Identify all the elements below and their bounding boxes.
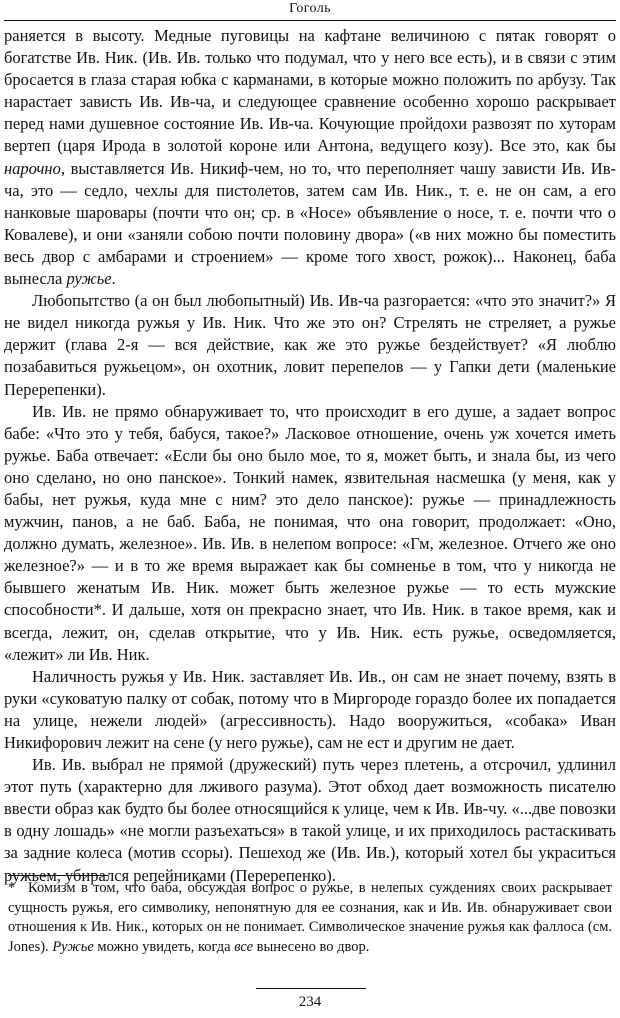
text-run: Любопытство (а он был любопытный) Ив. Ив-ча разгорается: «что это значит?» Я не видел никогда ружья у Ив. Ник. Что же это он? Стрелять не стреляет, а ружье держит (глава 2-я — вся действие, как же это ружье бездействует? «Я люблю позабавиться ружьецом», он охотник, ловит перепелов — у Гапки дети (маленькие Перерепенки).	[4, 291, 616, 399]
text-run: Наличность ружья у Ив. Ник. заставляет Ив. Ив., он сам не знает почему, взять в руки «суковатую палку от собак, потому что в Миргороде гораздо более их попадается на улице, нежели людей» (агрессивность). Надо вооружиться, «собака» Иван Никифорович лежит на сене (у него ружье), сам не ест и другим не дает.	[4, 666, 616, 752]
running-head: Гоголь	[289, 1, 331, 16]
text-run: Ив. Ив. выбрал не прямой (дружеский) путь через плетень, а отсрочил, удлинил этот путь (характерно для лживого разума). Этот обход дает возможность писателю ввести образ как будто бы более относящийся к улице, чем к Ив. Ив-чу. «...две повозки в одну лошадь» «не могли разъехаться» в такой улице, и их приходилось растаскивать за задние колеса (мотив ссоры). Пешеход же (Ив. Ив.), который хотел бы украситься ружьем, убирался репейниками (Перерепенко).	[4, 755, 616, 885]
paragraph-1	[4, 25, 616, 290]
text-run: вынесено во двор.	[253, 938, 370, 955]
text-run: можно увидеть, когда	[93, 938, 235, 955]
footnote-mark: *	[8, 880, 16, 896]
text-run: раняется в высоту. Медные пуговицы на кафтане величиною с пятак говорят о богатстве Ив. Ник. (Ив. Ив. только что подумал, что у него все есть), и в связи с этим бросается в глаза старая юбка с карманами, в которые можно положить по арбузу. Так нарастает зависть Ив. Ив-ча, и следующее сравнение особенно хорошо раскрывает перед нами душевное состояние Ив. Ив-ча. Кочующие пройдохи развозят по хуторам вертеп (царя Ирода в золотой короне или Антона, ведущего козу). Все это, как бы	[4, 26, 616, 156]
paragraph-5	[4, 754, 616, 887]
folio-rule	[256, 988, 366, 989]
text-run: , выставляется Ив. Никиф-чем, но то, что переполняет чашу зависти Ив. Ив-ча, это — седло, чехлы для пистолетов, затем сам Ив. Ник., т. е. не он сам, а его нанковые шаровары (почти что он; ср. в «Носе» объявление о носе, т. е. почти что о Ковалеве), и они «заняли собою почти половину двора» («в них можно бы поместить весь двор с амбарами и строением» — кроме того хвост, рожок)... Наконец, баба вынесла	[4, 158, 616, 289]
body-text	[4, 25, 616, 887]
paragraph-2	[4, 290, 616, 400]
italic-run: ружье	[66, 269, 112, 289]
paragraph-4	[4, 666, 616, 754]
italic-run: Ружье	[52, 938, 94, 955]
footnote	[8, 879, 612, 957]
footnote-rule	[8, 875, 108, 876]
text-run: .	[111, 269, 116, 289]
italic-run: все	[234, 938, 254, 955]
paragraph-3	[4, 401, 616, 666]
page-number: 234	[298, 994, 322, 1010]
text-run: Ив. Ив. не прямо обнаруживает то, что происходит в его душе, а задает вопрос бабе: «Что это у тебя, бабуся, такое?» Ласковое отношение, очень уж хочется иметь ружье. Баба отвечает: «Если бы оно было мое, то я, может быть, и знала бы, из чего оно сделано, но оно панское». Тонкий намек, язвительная насмешка (у меня, как у бабы, нет ружья, куда мне с ним? это дело панское): ружье — принадлежность мужчин, панов, а не баб. Баба, не понимая, что она говорит, продолжает: «Оно, должно думать, железное». Ив. Ив. в нелепом вопросе: «Гм, железное. Отчего же оно железное?» — и в то же время выражает как бы сомненье в том, что у никогда не бывшего женатым Ив. Ник. может быть железное ружье — то есть мужские способности*. И дальше, хотя он прекрасно знает, что Ив. Ник. в такое время, как и всегда, лежит, он, сделав открытие, что у Ив. Ник. есть ружье, осведомляется, «лежит» ли Ив. Ник.	[4, 401, 616, 664]
italic-run: нарочно	[4, 158, 61, 178]
text-run: Комизм в том, что баба, обсуждая вопрос о ружье, в нелепых суждениях своих раскрывает сущность ружья, его символику, непонятную для ее сознания, как и Ив. Ив. обнаруживает свои отношения к Ив. Ник., которых он не понимает. Символическое значение ружья как фаллоса (см. Jones).	[8, 880, 612, 955]
header-rule	[4, 20, 616, 21]
